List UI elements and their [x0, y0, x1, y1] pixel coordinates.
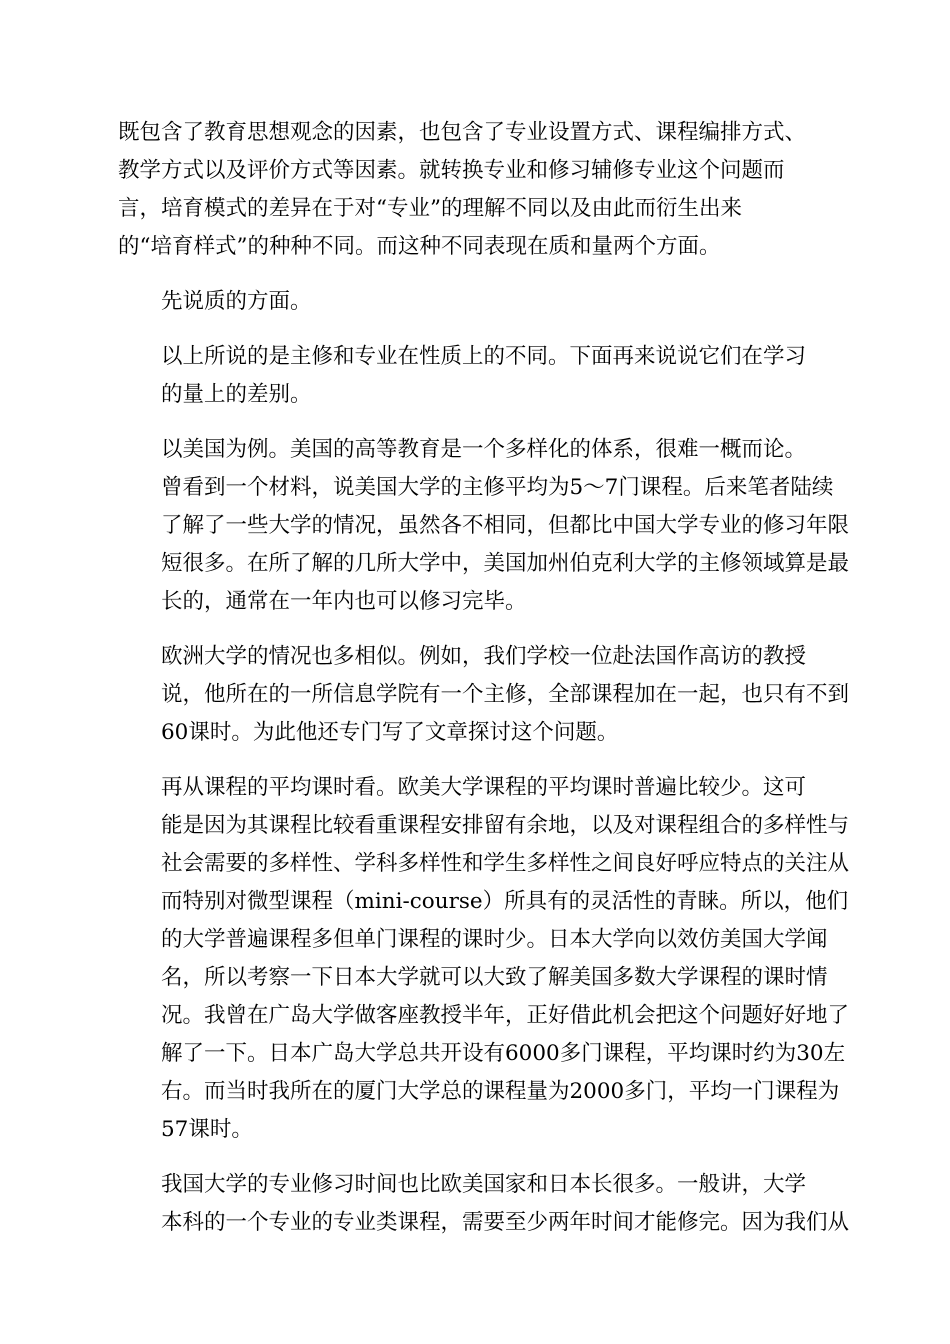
text-line: 右。而当时我所在的厦门大学总的课程量为2000多门，平均一门课程为	[161, 1079, 840, 1104]
text-line: 先说质的方面。	[161, 289, 312, 314]
text-line: 我国大学的专业修习时间也比欧美国家和日本长很多。一般讲，大学	[161, 1172, 807, 1197]
text-line: 以上所说的是主修和专业在性质上的不同。下面再来说说它们在学习	[161, 344, 807, 369]
text-line: 短很多。在所了解的几所大学中，美国加州伯克利大学的主修领域算是最	[161, 551, 850, 576]
text-line: 名，所以考察一下日本大学就可以大致了解美国多数大学课程的课时情	[161, 965, 828, 990]
text-line: 社会需要的多样性、学科多样性和学生多样性之间良好呼应特点的关注从	[161, 851, 850, 876]
text-line: 言，培育模式的差异在于对“专业”的理解不同以及由此而衍生出来	[118, 196, 742, 221]
text-line: 能是因为其课程比较看重课程安排留有余地，以及对课程组合的多样性与	[161, 813, 850, 838]
text-line: 教学方式以及评价方式等因素。就转换专业和修习辅修专业这个问题而	[118, 158, 785, 183]
text-line: 的“培育样式”的种种不同。而这种不同表现在质和量两个方面。	[118, 234, 721, 259]
text-line: 再从课程的平均课时看。欧美大学课程的平均课时普遍比较少。这可	[161, 775, 807, 800]
text-line: 欧洲大学的情况也多相似。例如，我们学校一位赴法国作高访的教授	[161, 644, 807, 669]
text-line: 解了一下。日本广岛大学总共开设有6000多门课程，平均课时约为30左	[161, 1041, 846, 1066]
text-line: 了解了一些大学的情况，虽然各不相同，但都比中国大学专业的修习年限	[161, 513, 850, 538]
paragraph	[118, 338, 834, 414]
paragraph	[118, 638, 850, 752]
paragraph	[118, 1166, 850, 1242]
text-line: 60课时。为此他还专门写了文章探讨这个问题。	[161, 720, 619, 745]
text-line: 以美国为例。美国的高等教育是一个多样化的体系，很难一概而论。	[161, 437, 807, 462]
document-body	[118, 114, 850, 1259]
text-line: 的大学普遍课程多但单门课程的课时少。日本大学向以效仿美国大学闻	[161, 927, 828, 952]
text-line: 曾看到一个材料，说美国大学的主修平均为5～7门课程。后来笔者陆续	[161, 475, 834, 500]
paragraph	[118, 769, 850, 1149]
paragraph	[118, 114, 834, 266]
text-line: 57课时。	[161, 1117, 253, 1142]
text-line: 既包含了教育思想观念的因素，也包含了专业设置方式、课程编排方式、	[118, 120, 807, 145]
paragraph	[118, 431, 850, 621]
text-line: 说，他所在的一所信息学院有一个主修，全部课程加在一起，也只有不到	[161, 682, 850, 707]
paragraph	[118, 283, 834, 321]
text-line: 本科的一个专业的专业类课程，需要至少两年时间才能修完。因为我们从	[161, 1210, 850, 1235]
text-line: 长的，通常在一年内也可以修习完毕。	[161, 589, 527, 614]
text-line: 况。我曾在广岛大学做客座教授半年，正好借此机会把这个问题好好地了	[161, 1003, 850, 1028]
text-line: 而特别对微型课程（mini-course）所具有的灵活性的青睐。所以，他们	[161, 889, 849, 914]
text-line: 的量上的差别。	[161, 382, 312, 407]
